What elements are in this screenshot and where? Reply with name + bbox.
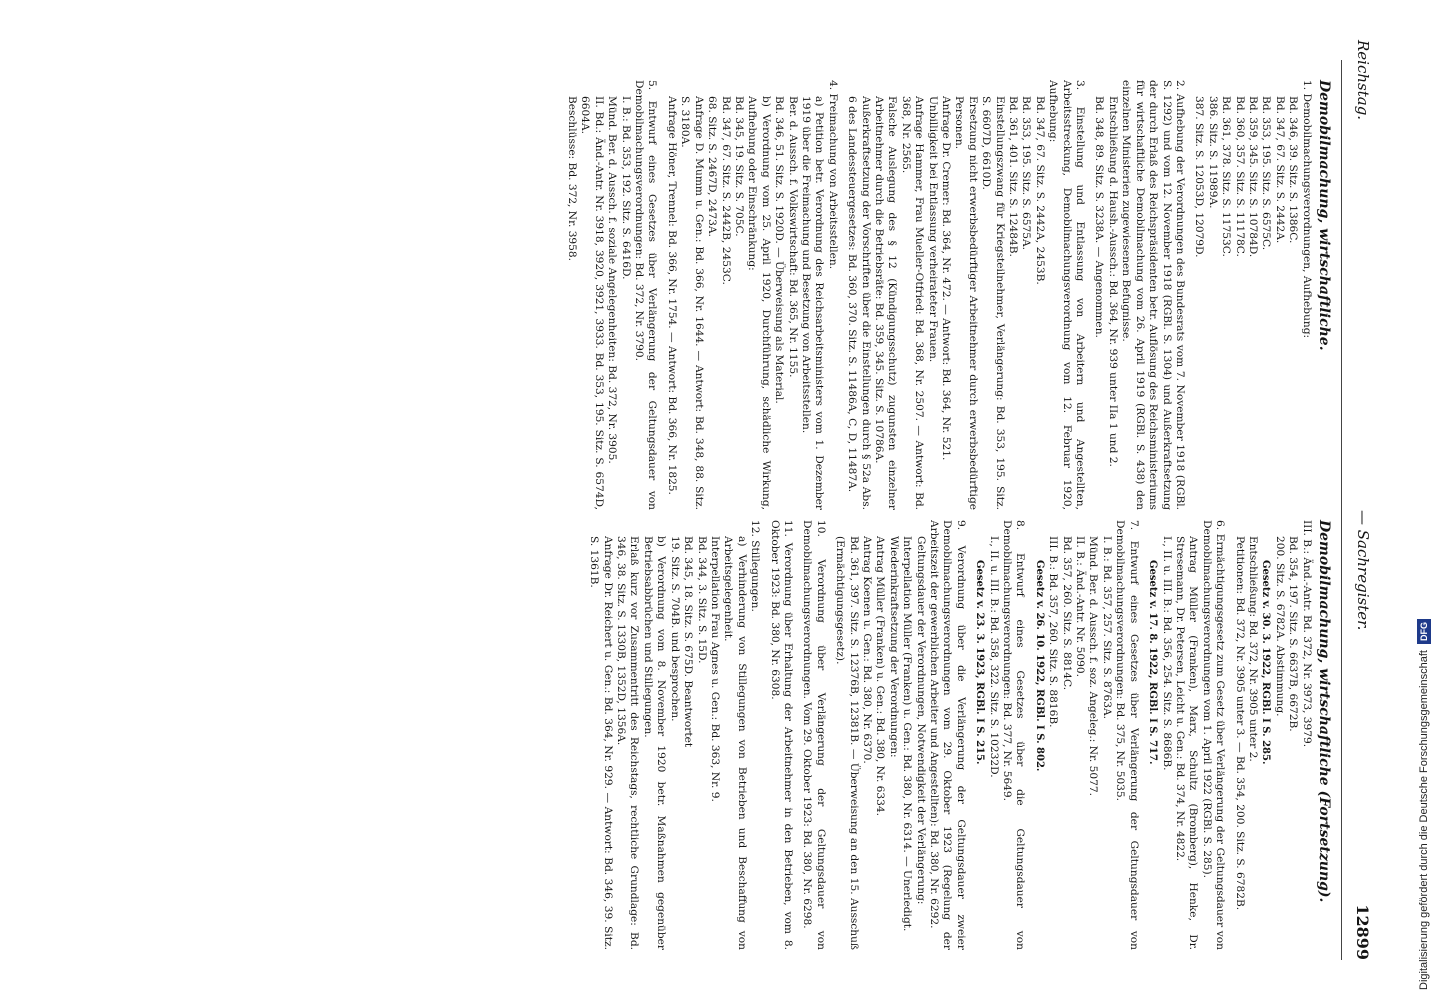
entry-line: 19. Sitz. S. 704B. und besprochen. xyxy=(668,536,681,722)
register-entry xyxy=(665,80,839,510)
header-middle: — Sachregister. xyxy=(1354,510,1372,631)
entry-line: Petitionen: Bd. 372, Nr. 3905 unter 3. — Bd. 354, 200. Sitz. S. 6782B. xyxy=(1233,536,1246,911)
entry-line: Geltungsdauer der Verordnungen, Notwendigkeit der Verlängerung: xyxy=(914,536,927,905)
entry-line: Bd. 346, 39. Sitz. S. 1386C. xyxy=(1287,96,1300,244)
entry-line: Bd. 359, 345. Sitz. S. 10784D. xyxy=(1246,96,1259,258)
entry-line: Antrag Koenen u. Gen.: Bd. 380, Nr. 6370. xyxy=(861,536,873,764)
entry-line: Gesetz v. 17. 8. 1922, RGBl. I S. 717. xyxy=(1147,560,1159,765)
entry-title: 12. Stillegungen. xyxy=(749,520,762,612)
entry-line: Entschließung: Bd. 372, Nr. 3905 unter 2. xyxy=(1246,536,1259,762)
entry-line: 386. Sitz. S. 11989A. xyxy=(1206,96,1219,209)
entry-line: Bd. 344, 3. Sitz. S. 15D. xyxy=(695,536,708,664)
page-number: 12899 xyxy=(1353,904,1372,960)
entry-line: 68. Sitz. S. 2467D, 2473A. xyxy=(706,96,719,237)
entry-line: I. B.: Bd. 357, 257. Sitz. S. 8763A. xyxy=(1100,536,1113,720)
entry-line: Bd. 347, 67. Sitz. S. 2442A. xyxy=(1273,96,1286,244)
entry-line: b) Verordnung vom 8. November 1920 betr. Maßnahmen gegenüber Betriebsabbrüchen und Stillegungen. xyxy=(641,536,668,950)
register-entry xyxy=(565,80,659,510)
register-entry xyxy=(845,80,1086,510)
entry-line: Beschlüsse: Bd. 372, Nr. 3958. xyxy=(566,96,579,262)
entry-line: Antrag Müller (Franken) u. Gen.: Bd. 380, Nr. 6334. xyxy=(874,536,887,817)
entry-line: Anfrage Dr. Reichert u. Gen.: Bd. 364, Nr. 929. — Antwort: Bd. 346, 39. Sitz. S. 1361B. xyxy=(588,536,614,950)
entry-line: Anfrage D. Mumm u. Gen.: Bd. 366, Nr. 1644. — Antwort: Bd. 348, 88. Sitz. S. 3180A. xyxy=(679,96,705,510)
entry-line: Bd. 353, 195. Sitz. S. 6575C. xyxy=(1260,96,1273,251)
entry-line: 200. Sitz. S. 6782A. Abstimmung. xyxy=(1273,536,1286,717)
register-entry xyxy=(767,520,794,950)
entry-line: Bd. 345, 18. Sitz. S. 675D. Beantwortet xyxy=(682,536,695,748)
entry-line: Anfrage Dr. Cremer: Bd. 364, Nr. 472. — Antwort: Bd. 364, Nr. 521. xyxy=(940,96,953,461)
register-entry xyxy=(973,520,1027,950)
entry-line: Ber. d. Aussch. f. Volkswirtschaft: Bd. 365, Nr. 1155. xyxy=(786,96,799,378)
entry-line: Bd. 347, 67. Sitz. S. 2442A, 2453B. xyxy=(1033,96,1046,285)
entry-line: Anfrage Höner, Trennel: Bd. 366, Nr. 1754. — Antwort: Bd. 366, Nr. 1825. xyxy=(665,96,678,495)
entry-line: II. B.: Änd.-Antr. Nr. 5090. xyxy=(1074,536,1087,677)
entry-title: 5. Entwurf eines Gesetzes über Verlängerung der Geltungsdauer von Demobilmachungsverordnungen: Bd. 372, Nr. 3790. xyxy=(633,80,659,510)
right-column-heading: Demobilmachung, wirtschaftliche (Fortsetzung). xyxy=(1316,520,1332,903)
entry-line: a) Verhinderung von Stillegungen von Betrieben und Beschaffung von Arbeitsgelegenheit. xyxy=(722,536,748,950)
entry-title: 2. Aufhebung der Verordnungen des Bundesrats vom 7. November 1918 (RGBl. S. 1292) und vom 12. November 1918 (RGBl. S. 1304) und Außerkraftsetzung der durch Erlaß des Reichspräsidenten betr. Auflösung des Reichsministeriums für wirtschaftliche Demobilmachung vom 26. April 1919 (RGBl. S. 438) den einzelnen Ministerien zugewiesenen Befugnisse. xyxy=(1120,80,1186,510)
entry-line: Interpellation Frau Agnes u. Gen.: Bd. 363, Nr. 9. xyxy=(708,536,721,802)
entry-title: 9. Verordnung über die Verlängerung der Geltungsdauer zweier Demobilmachungsverordnungen vom 29. Oktober 1923 (Regelung der Arbeitszeit der gewerblichen Arbeiter und Angestellten): Bd. 380, Nr. 6292. xyxy=(928,520,967,950)
register-entry xyxy=(800,520,827,950)
digitization-credit xyxy=(1414,10,1434,990)
left-entries xyxy=(565,80,1313,510)
entry-line: 387. Sitz. S. 12053D, 12079D. xyxy=(1193,96,1206,258)
entry-line: III. B.: Bd. 357, 260. Sitz. S. 8816B. xyxy=(1047,536,1060,728)
entry-line: II. Bd.: Änd.-Antr. Nr. 3918, 3920, 3921, 3933. Bd. 353, 195. Sitz. S. 6574D, 6604A. xyxy=(579,96,605,510)
entry-line: Außerkraftsetzung der Vorschriften über die Einstellungen durch § 52a Abs. 6 des Landessteuergesetzes: Bd. 360, 370. Sitz. S. 11486A, C, D, 11487A. xyxy=(846,96,872,510)
entry-title: 10. Verordnung über Verlängerung der Geltungsdauer von Demobilmachungsverordnungen. Vom 29. Oktober 1923: Bd. 380, Nr. 6298. xyxy=(801,520,827,950)
register-entry xyxy=(1146,520,1226,950)
digitization-sidebar xyxy=(1412,10,1432,990)
entry-title: 1. Demobilmachungsverordnungen, Aufhebung: xyxy=(1300,80,1313,339)
entry-line: Bd. 347, 67. Sitz. S. 2442B, 2453C. xyxy=(719,96,732,285)
entry-line: Unbilligkeit bei Entlassung verheirateter Frauen. xyxy=(926,96,939,363)
entry-line: Gesetz v. 26. 10. 1922, RGBl. I S. 802. xyxy=(1033,560,1045,772)
entry-line: Münd. Ber. d. Aussch. f. soziale Angelegenheiten: Bd. 372, Nr. 3905. xyxy=(606,96,619,464)
register-entry xyxy=(833,520,967,950)
entry-line: Bd. 348, 89. Sitz. S. 3238A. — Angenommen. xyxy=(1093,96,1106,338)
register-entry xyxy=(1092,80,1186,510)
entry-line: Falsche Auslegung des § 12 (Kündigungsschutz) zugunsten einzelner Arbeitnehmer durch die Betriebsräte: Bd. 359, 345. Sitz. S. 10786A. xyxy=(873,96,899,510)
page-header xyxy=(1346,40,1372,960)
entry-line: Anfrage Hammer, Frau Mueller-Otfried: Bd. 368, Nr. 2507. — Antwort: Bd. 368, Nr. 2565. xyxy=(899,96,926,510)
entry-line: Erlaß kurz vor Zusammentritt des Reichstags, rechtliche Grundlage: Bd. 346, 38. Sitz. S. 1330B, 1352D, 1356A. xyxy=(615,536,641,950)
register-entry xyxy=(587,520,761,950)
entry-title: 6. Ermächtigungsgesetz zum Gesetz über Verlängerung der Geltungsdauer von Demobilmachungsverordnungen vom 1. April 1922 (RGBl. S. 285). xyxy=(1200,520,1227,950)
register-entry xyxy=(1032,520,1139,950)
entry-line: Bd. 346, 51. Sitz. S. 1920D. — Überweisung als Material. xyxy=(773,96,786,404)
header-left: Reichstag. xyxy=(1354,40,1372,121)
right-entries xyxy=(587,520,1313,950)
entry-line: I., II. u. III. B.: Bd. 358, 322. Sitz. S. 10232D. xyxy=(987,536,1000,778)
right-column xyxy=(581,520,1330,950)
entry-line: Bd. 354, 197. Sitz. S. 6637B, 6672B. xyxy=(1287,536,1300,732)
left-column-heading: Demobilmachung, wirtschaftliche. xyxy=(1316,80,1332,351)
entry-line: Ersetzung nicht erwerbsbedürftiger Arbeitnehmer durch erwerbsbedürftige Personen. xyxy=(953,96,979,510)
register-entry xyxy=(1232,520,1312,950)
entry-line: Bd. 357, 260. Sitz. S. 8814C. xyxy=(1060,536,1073,691)
entry-line: Einstellungszwang für Kriegsteilnehmer, Verlängerung: Bd. 353, 195. Sitz. S. 6607D, 6610D. xyxy=(980,96,1006,510)
entry-line: Münd. Ber. d. Aussch. f. soz. Angeleg.: Nr. 5077. xyxy=(1087,536,1100,796)
entry-line: Bd. 353, 195. Sitz. S. 6575A. xyxy=(1020,96,1033,251)
credit-text: Digitalisierung gefördert durch die Deutsche Forschungsgemeinschaft xyxy=(1418,650,1430,990)
entry-line: Bd. 345, 19. Sitz. S. 705C. xyxy=(732,96,745,237)
entry-line: Wiederinkraftsetzung der Verordnungen: xyxy=(887,536,900,758)
entry-title: III. B.: Änd.-Antr. Bd. 372, Nr. 3973, 3979. xyxy=(1300,520,1313,748)
entry-title: 4. Freimachung von Arbeitsstellen. xyxy=(826,80,839,270)
entry-title: 8. Entwurf eines Gesetzes über die Geltungsdauer von Demobilmachungsverordnungen: Bd. 377, Nr. 5649. xyxy=(1001,520,1027,950)
entry-line: Antrag Müller (Franken), Marx, Schultz (Bromberg), Henke, Dr. Stresemann, Dr. Petersen, Leicht u. Gen.: Bd. 374, Nr. 4822. xyxy=(1173,536,1200,950)
entry-title: 7. Entwurf eines Gesetzes über Verlängerung der Geltungsdauer von Demobilmachungsverordnungen: Bd. 375, Nr. 5035. xyxy=(1114,520,1140,950)
entry-line: a) Petition betr. Verordnung des Reichsarbeitsministers vom 1. Dezember 1919 über die Freimachung und Besetzung von Arbeitsstellen. xyxy=(799,96,826,510)
entry-line: Gesetz v. 30. 3. 1922, RGBl. I S. 285. xyxy=(1260,560,1272,765)
entry-line: Bd. 361, 401. Sitz. S. 12484B. xyxy=(1007,96,1020,257)
register-entry xyxy=(1192,80,1313,510)
entry-line: b) Verordnung vom 25. April 1920, Durchführung, schädliche Wirkung, Aufhebung oder Einschränkung: xyxy=(746,96,772,510)
entry-line: I. B.: Bd. 353, 192. Sitz. S. 6416D. xyxy=(619,96,632,280)
entry-line: Bd. 360, 357. Sitz. S. 11178C. xyxy=(1233,96,1246,257)
entry-title: 11. Verordnung über Erhaltung der Arbeitnehmer in den Betrieben, vom 8. Oktober 1923: Bd. 380, Nr. 6308. xyxy=(768,520,794,950)
entry-line: Interpellation Müller (Franken) u. Gen.: Bd. 380, Nr. 6314. — Unerledigt. xyxy=(901,536,914,932)
dfg-logo: DFG xyxy=(1417,619,1431,644)
entry-line: I., II. u. III. B.: Bd. 356, 254. Sitz. S. 8686B. xyxy=(1160,536,1173,771)
entry-line: Bd. 361, 397. Sitz. S. 12376B, 12381B. — Überweisung an den 15. Ausschuß (Ermächtigungsgesetz). xyxy=(834,536,860,950)
entry-line: Gesetz v. 23. 3. 1923, RGBl. I S. 215. xyxy=(974,560,986,765)
entry-line: Bd. 361, 378. Sitz. S. 11753C. xyxy=(1220,96,1233,257)
header-rule xyxy=(1341,60,1342,960)
left-column xyxy=(559,80,1330,510)
register-page xyxy=(80,0,1400,1000)
entry-title: 3. Einstellung und Entlassung von Arbeitern und Angestellten, Arbeitsstreckung, Demobilmachungsverordnung vom 12. Februar 1920, Aufhebung: xyxy=(1047,80,1087,510)
entry-line: Entschließung d. Haush.-Aussch.: Bd. 364, Nr. 939 unter IIa 1 und 2. xyxy=(1106,96,1119,467)
